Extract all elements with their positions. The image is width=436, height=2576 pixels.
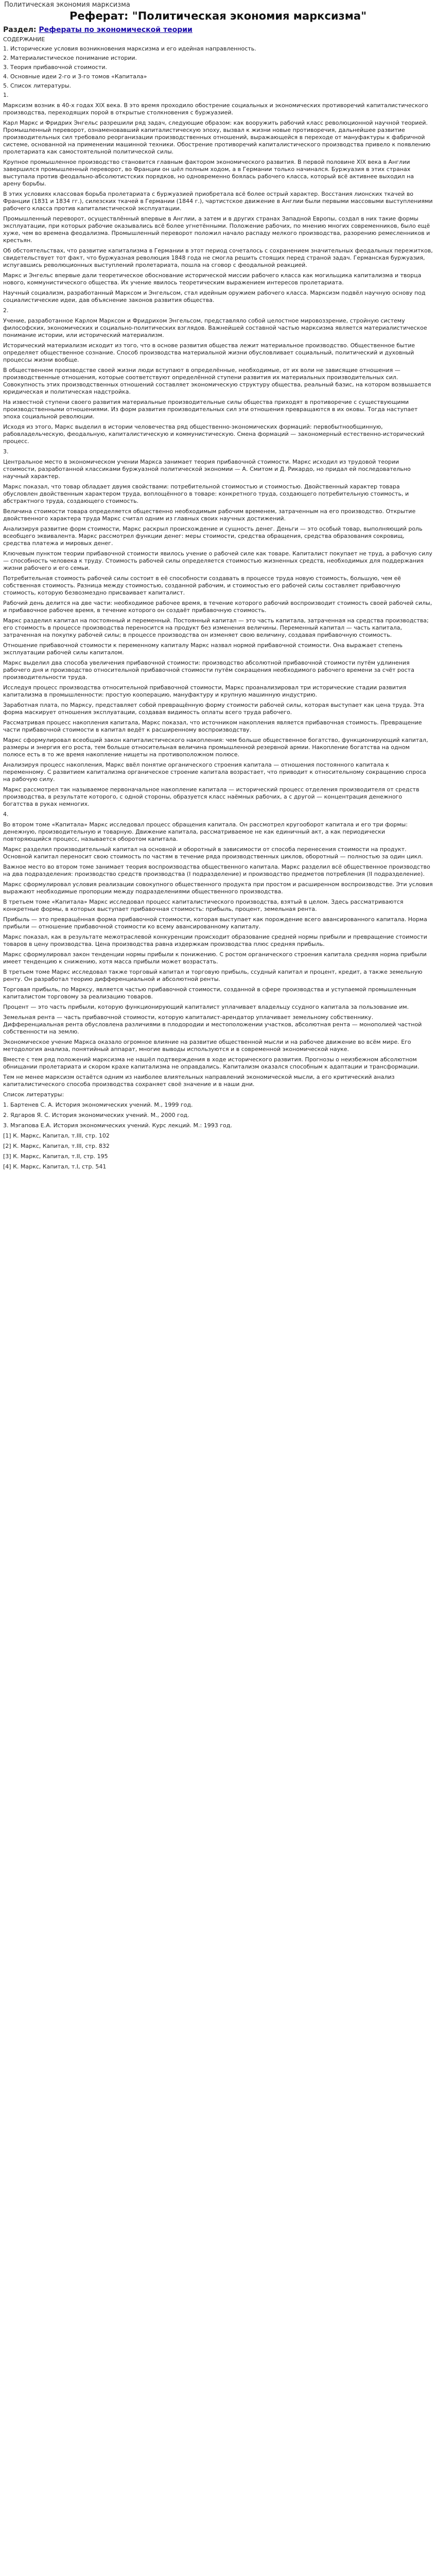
paragraph: Исследуя процесс производства относительной прибавочной стоимости, Маркс проанализировал три исторические стадии развития капитализма в промышленности: простую кооперацию, мануфактуру и крупную машинную индустрию.: [3, 684, 407, 698]
paragraph: Крупное промышленное производство становится главным фактором экономического развития. В первой половине XIX века в Англии завершился промышленный переворот, во Франции он шёл полным ходом, а в Германии только начинался. Буржуазия в этих странах выступала против феодально-абсолютистских порядков, но одновременно боялась рабочего класса, который всё активнее выходил на арену борьбы.: [3, 159, 414, 187]
section-link[interactable]: Рефераты по экономической теории: [39, 26, 193, 34]
paragraph: Во втором томе «Капитала» Маркс исследовал процесс обращения капитала. Он рассмотрел кругооборот капитала и его три формы: денежную, производительную и товарную. Движение капитала, рассматриваемое не как единичный акт, а как периодически повторяющийся процесс, называется оборотом капитала.: [3, 821, 408, 842]
paragraph: Тем не менее марксизм остаётся одним из наиболее влиятельных направлений экономической мысли, а его критический анализ капиталистического способа производства сохраняет своё значение и в наши дни.: [3, 1074, 395, 1088]
paragraph: Список литературы:: [3, 1091, 64, 1098]
paragraph: Маркс разделил производительный капитал на основной и оборотный в зависимости от способа перенесения стоимости на продукт. Основной капитал переносит свою стоимость по частям в течение ряда производственных циклов, оборотный — полностью за один цикл.: [3, 846, 423, 860]
section-line: [3, 25, 433, 35]
paragraph: Экономическое учение Маркса оказало огромное влияние на развитие общественной мысли и на рабочее движение во всём мире. Его методология анализа, понятийный аппарат, многие выводы используются и в современной экономической науке.: [3, 1039, 411, 1053]
toc-item: 2. Материалистическое понимание истории.: [3, 55, 137, 61]
paragraph: 2. Ядгаров Я. С. История экономических учений. М., 2000 год.: [3, 1112, 189, 1118]
paragraph: В третьем томе Маркс исследовал также торговый капитал и торговую прибыль, ссудный капитал и процент, кредит, а также земельную ренту. Он разработал теорию дифференциальной и абсолютной ренты.: [3, 969, 423, 982]
paragraph: Отношение прибавочной стоимости к переменному капиталу Маркс назвал нормой прибавочной стоимости. Она выражает степень эксплуатации рабочей силы капиталом.: [3, 642, 403, 656]
paragraph: В этих условиях классовая борьба пролетариата с буржуазией приобретала всё более острый характер. Восстания лионских ткачей во Франции (1831 и 1834 гг.), силезских ткачей в Германии (1844 г.), чартистское движение в Англии были первыми массовыми выступлениями рабочего класса против капиталистической эксплуатации.: [3, 191, 433, 212]
toc-item: 3. Теория прибавочной стоимости.: [3, 64, 108, 71]
paragraph: [3] К. Маркс, Капитал, т.II, стр. 195: [3, 1153, 108, 1160]
paragraph: 4.: [3, 811, 9, 818]
paragraph: Об обстоятельствах, что развитие капитализма в Германии в этот период сочеталось с сохранением значительных феодальных пережитков, свидетельствует тот факт, что буржуазная революция 1848 года не смогла решить стоящих перед страной задач. Германская буржуазия, испугавшись революционных выступлений пролетариата, пошла на сговор с феодальной реакцией.: [3, 247, 433, 268]
paragraph: Центральное место в экономическом учении Маркса занимает теория прибавочной стоимости. Маркс исходил из трудовой теории стоимости, разработанной классиками буржуазной политической экономии — А. Смитом и Д. Рикардо, но придал ей последовательно научный характер.: [3, 459, 411, 480]
section-prefix: Раздел:: [3, 26, 39, 34]
paragraph: Научный социализм, разработанный Марксом и Энгельсом, стал идейным оружием рабочего класса. Марксизм подвёл научную основу под социалистические идеи, дав объяснение законов развития общества.: [3, 290, 426, 303]
paragraph: В третьем томе «Капитала» Маркс исследовал процесс капиталистического производства, взятый в целом. Здесь рассматриваются конкретные формы, в которых выступает прибавочная стоимость: прибыль, процент, земельная рента.: [3, 899, 404, 912]
toc-heading: СОДЕРЖАНИЕ: [3, 36, 45, 43]
paragraph: [4] К. Маркс, Капитал, т.I, стр. 541: [3, 1163, 107, 1170]
document-page: [0, 0, 436, 1171]
paragraph: 3.: [3, 448, 9, 455]
paragraph: Маркс показал, как в результате межотраслевой конкуренции происходит образование средней нормы прибыли и превращение стоимости товаров в цену производства. Цена производства равна издержкам производства плюс средняя прибыль.: [3, 934, 427, 947]
paragraph: Маркс сформулировал закон тенденции нормы прибыли к понижению. С ростом органического строения капитала средняя норма прибыли имеет тенденцию к снижению, хотя масса прибыли может возрастать.: [3, 951, 427, 965]
breadcrumb: Политическая экономия марксизма: [4, 1, 130, 9]
paragraph: Маркс выделил два способа увеличения прибавочной стоимости: производство абсолютной прибавочной стоимости путём удлинения рабочего дня и производство относительной прибавочной стоимости путём сокращения необходимого рабочего времени за счёт роста производительности труда.: [3, 659, 414, 681]
paragraph: Анализируя развитие форм стоимости, Маркс раскрыл происхождение и сущность денег. Деньги — это особый товар, выполняющий роль всеобщего эквивалента. Маркс рассмотрел функции денег: меры стоимости, средства обращения, средства образования сокровищ, средства платежа и мировых денег.: [3, 526, 423, 547]
paragraph: 3. Мэгапова Е.А. История экономических учений. Курс лекций. М.: 1993 год.: [3, 1122, 232, 1129]
paragraph: Процент — это часть прибыли, которую функционирующий капиталист уплачивает владельцу ссудного капитала за пользование им.: [3, 1004, 409, 1010]
paragraph: Маркс показал, что товар обладает двумя свойствами: потребительной стоимостью и стоимостью. Двойственный характер товара обусловлен двойственным характером труда, воплощённого в товаре: конкретного труда, создающего потребительную стоимость, и абстрактного труда, создающего стоимость.: [3, 483, 409, 504]
paragraph: Промышленный переворот, осуществлённый впервые в Англии, а затем и в других странах Западной Европы, создал в них такие формы эксплуатации, при которых рабочие оказывались всё более угнетёнными. Положение рабочих, по мнению многих современников, было ещё хуже, чем во времена феодализма. Промышленный переворот положил начало распаду мелкого производства, разорению ремесленников и крестьян.: [3, 215, 430, 244]
paragraph: Прибыль — это превращённая форма прибавочной стоимости, которая выступает как порождение всего авансированного капитала. Норма прибыли — отношение прибавочной стоимости ко всему авансированному капиталу.: [3, 916, 427, 930]
paragraph: Заработная плата, по Марксу, представляет собой превращённую форму стоимости рабочей силы, которая выступает как цена труда. Эта форма маскирует отношения эксплуатации, создавая видимость оплаты всего труда рабочего.: [3, 702, 425, 716]
paragraph: Исторический материализм исходит из того, что в основе развития общества лежит материальное производство. Общественное бытие определяет общественное сознание. Способ производства материальной жизни обусловливает социальный, политический и духовный процессы жизни вообще.: [3, 342, 415, 363]
paragraph: Исходя из этого, Маркс выделил в истории человечества ряд общественно-экономических формаций: первобытнообщинную, рабовладельческую, феодальную, капиталистическую и коммунистическую. Смена формаций — закономерный естественно-исторический процесс.: [3, 423, 425, 445]
paragraph: Маркс сформулировал условия реализации совокупного общественного продукта при простом и расширенном воспроизводстве. Эти условия выражают необходимые пропорции между подразделениями общественного производства.: [3, 881, 433, 895]
paragraph: 1. Бартенев С. А. История экономических учений. М., 1999 год.: [3, 1101, 193, 1108]
paragraph: В общественном производстве своей жизни люди вступают в определённые, необходимые, от их воли не зависящие отношения — производственные отношения, которые соответствуют определённой ступени развития их материальных производительных сил. Совокупность этих производственных отношений составляет экономическую структуру общества, реальный базис, на котором возвышается юридическая и политическая надстройка.: [3, 367, 431, 395]
paragraph: Марксизм возник в 40-х годах XIX века. В это время проходило обострение социальных и экономических противоречий капиталистического производства, переходящих порой в открытые столкновения с буржуазией.: [3, 102, 428, 116]
paragraph: Маркс рассмотрел так называемое первоначальное накопление капитала — исторический процесс отделения производителя от средств производства, в результате которого, с одной стороны, образуется класс наёмных рабочих, а с другой — концентрация денежного богатства в руках немногих.: [3, 786, 420, 807]
paragraph: Ключевым пунктом теории прибавочной стоимости явилось учение о рабочей силе как товаре. Капиталист покупает не труд, а рабочую силу — способность человека к труду. Стоимость рабочей силы определяется стоимостью жизненных средств, необходимых для поддержания жизни рабочего и его семьи.: [3, 550, 432, 571]
paragraph: Потребительная стоимость рабочей силы состоит в её способности создавать в процессе труда новую стоимость, большую, чем её собственная стоимость. Разница между стоимостью, созданной рабочим, и стоимостью его рабочей силы составляет прибавочную стоимость, которую безвозмездно присваивает капиталист.: [3, 575, 402, 596]
paragraph: [1] К. Маркс, Капитал, т.III, стр. 102: [3, 1132, 110, 1139]
paragraph: Маркс сформулировал всеобщий закон капиталистического накопления: чем больше общественное богатство, функционирующий капитал, размеры и энергия его роста, тем больше относительная величина промышленной резервной армии. Накопление богатства на одном полюсе есть в то же время накопление нищеты на противоположном полюсе.: [3, 737, 428, 758]
page-title: Реферат: "Политическая экономия марксизма": [69, 10, 367, 22]
toc-item: 5. Список литературы.: [3, 82, 72, 89]
paragraph: Карл Маркс и Фридрих Энгельс разрешили ряд задач, следующие образом: как вооружить рабочий класс революционной научной теорией. Промышленный переворот, ознаменовавший капиталистическую эпоху, вызвал к жизни новые противоречия, дальнейшее развитие производительных сил требовало реорганизации производственных отношений, выражающейся в переходе от мануфактуры к фабричной системе, основанной на применении машинной техники. Обострение противоречий капиталистического производства привело к появлению пролетариата как самостоятельной политической силы.: [3, 120, 431, 155]
paragraph: На известной ступени своего развития материальные производительные силы общества приходят в противоречие с существующими производственными отношениями. Из форм развития производительных сил эти отношения превращаются в их оковы. Тогда наступает эпоха социальной революции.: [3, 399, 418, 420]
paragraph: 2.: [3, 307, 9, 314]
document-body: [3, 92, 433, 1171]
paragraph: Земельная рента — часть прибавочной стоимости, которую капиталист-арендатор уплачивает земельному собственнику. Дифференциальная рента обусловлена различиями в плодородии и местоположении участков, абсолютная рента — монополией частной собственности на землю.: [3, 1014, 422, 1035]
paragraph: [2] К. Маркс, Капитал, т.III, стр. 832: [3, 1143, 110, 1149]
paragraph: Маркс разделил капитал на постоянный и переменный. Постоянный капитал — это часть капитала, затраченная на средства производства; его стоимость в процессе производства переносится на продукт без изменения величины. Переменный капитал — часть капитала, затраченная на покупку рабочей силы; в процессе производства он изменяет свою величину, создавая прибавочную стоимость.: [3, 617, 429, 638]
paragraph: Торговая прибыль, по Марксу, является частью прибавочной стоимости, созданной в сфере производства и уступаемой промышленным капиталистом торговому за реализацию товаров.: [3, 986, 416, 1000]
paragraph: Рассматривая процесс накопления капитала, Маркс показал, что источником накопления является прибавочная стоимость. Превращение части прибавочной стоимости в капитал ведёт к расширенному воспроизводству.: [3, 719, 422, 733]
paragraph: Маркс и Энгельс впервые дали теоретическое обоснование исторической миссии рабочего класса как могильщика капитализма и творца нового, коммунистического общества. Их учение явилось теоретическим выражением интересов пролетариата.: [3, 272, 422, 286]
paragraph: Величина стоимости товара определяется общественно необходимым рабочим временем, затраченным на его производство. Открытие двойственного характера труда Маркс считал одним из главных своих научных достижений.: [3, 508, 416, 522]
table-of-contents: [3, 36, 433, 90]
paragraph: Учение, разработанное Карлом Марксом и Фридрихом Энгельсом, представляло собой целостное мировоззрение, стройную систему философских, экономических и социально-политических взглядов. Важнейшей составной частью марксизма является материалистическое понимание истории, или исторический материализм.: [3, 317, 427, 338]
paragraph: 1.: [3, 92, 9, 98]
toc-item: 4. Основные идеи 2-го и 3-го томов «Капитала»: [3, 73, 147, 80]
toc-item: 1. Исторические условия возникновения марксизма и его идейная направленность.: [3, 45, 256, 52]
paragraph: Вместе с тем ряд положений марксизма не нашёл подтверждения в ходе исторического развития. Прогнозы о неизбежном абсолютном обнищании пролетариата и скором крахе капитализма не оправдались. Капитализм оказался способным к адаптации и трансформации.: [3, 1056, 420, 1070]
paragraph: Анализируя процесс накопления, Маркс ввёл понятие органического строения капитала — отношения постоянного капитала к переменному. С развитием капитализма органическое строение капитала возрастает, что приводит к относительному сокращению спроса на рабочую силу.: [3, 761, 426, 783]
paragraph: Важное место во втором томе занимает теория воспроизводства общественного капитала. Маркс разделил всё общественное производство на два подразделения: производство средств производства (I подразделение) и производство предметов потребления (II подразделение).: [3, 863, 430, 877]
paragraph: Рабочий день делится на две части: необходимое рабочее время, в течение которого рабочий воспроизводит стоимость своей рабочей силы, и прибавочное рабочее время, в течение которого он создаёт прибавочную стоимость.: [3, 600, 432, 614]
